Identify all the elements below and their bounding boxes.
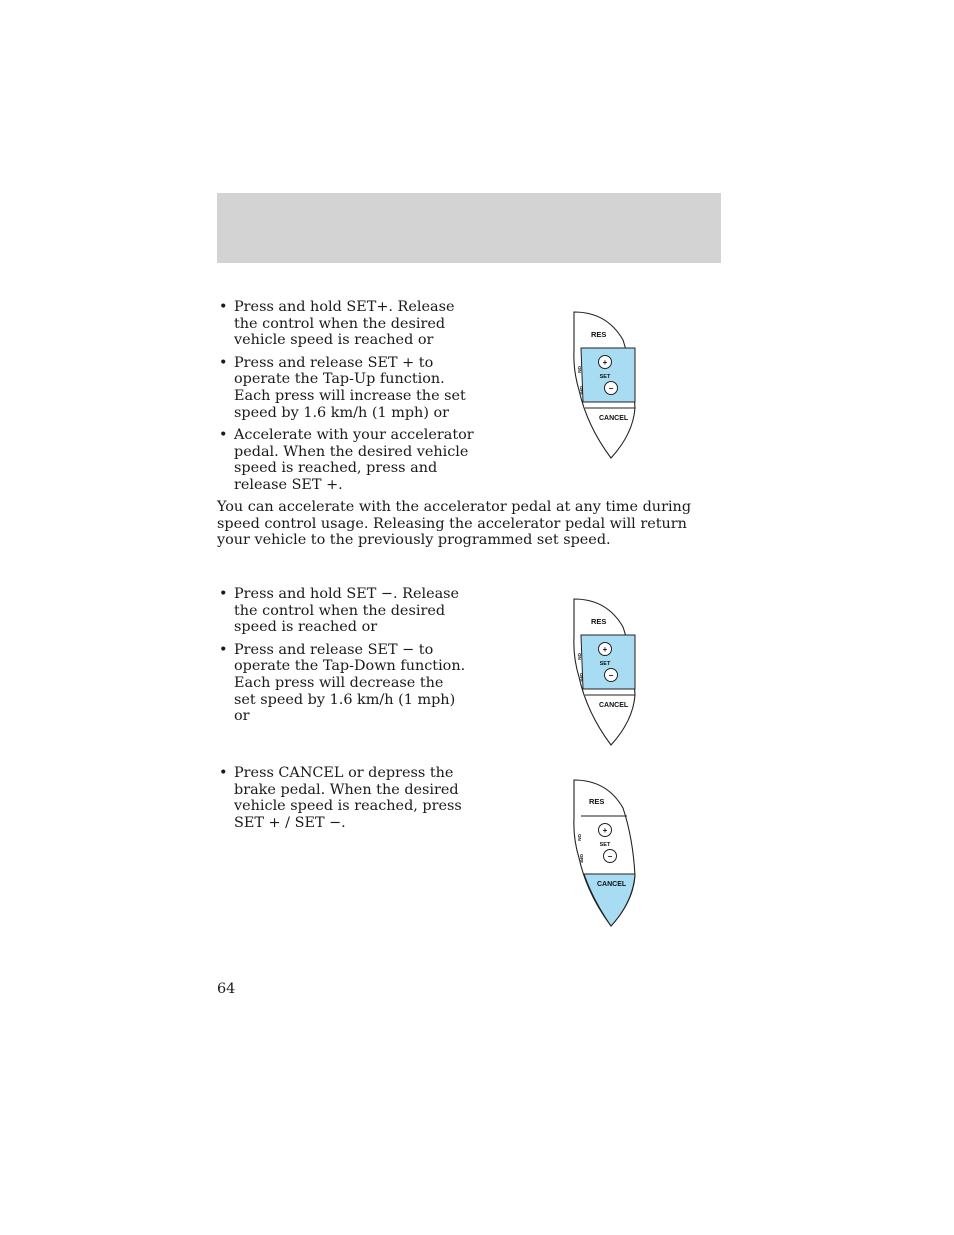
cancel-label: CANCEL — [597, 881, 627, 888]
res-label: RES — [591, 617, 607, 626]
minus-icon: − — [607, 852, 613, 861]
plus-icon: + — [602, 645, 608, 654]
off-label: OFF — [579, 386, 584, 395]
plus-icon: + — [602, 358, 608, 367]
speed-control-figure-set-highlight-2 — [565, 597, 645, 747]
on-label: ON — [577, 834, 582, 841]
on-label: ON — [577, 653, 582, 660]
section1-bullets — [217, 299, 477, 494]
plus-icon: + — [602, 826, 608, 835]
header-band — [217, 193, 721, 263]
off-label: OFF — [579, 854, 584, 863]
section2-text — [217, 586, 467, 731]
list-item: • Press and release SET + to operate the Tap-Up function. Each press will increase the set speed by 1.6 km/h (1 mph) or — [217, 355, 477, 421]
section2-bullets — [217, 586, 467, 725]
section1-text — [217, 299, 477, 500]
speed-control-figure-set-highlight — [565, 310, 645, 460]
list-item: • Press and hold SET+. Release the control when the desired vehicle speed is reached or — [217, 299, 477, 349]
speed-control-figure-cancel-highlight — [565, 778, 645, 928]
res-label: RES — [589, 797, 605, 806]
cancel-label: CANCEL — [599, 702, 629, 709]
accelerator-paragraph: You can accelerate with the accelerator pedal at any time during speed control usage. Releasing the accelerator pedal will return your vehicle to the previously programmed set speed. — [217, 499, 692, 549]
set-label: SET — [599, 374, 611, 380]
off-label: OFF — [579, 673, 584, 682]
list-item: • Accelerate with your accelerator pedal. When the desired vehicle speed is reached, press and release SET +. — [217, 427, 477, 493]
section3-bullets — [217, 765, 467, 831]
list-item: • Press and release SET − to operate the Tap-Down function. Each press will decrease the set speed by 1.6 km/h (1 mph) or — [217, 642, 467, 725]
set-label: SET — [599, 661, 611, 667]
on-label: ON — [577, 366, 582, 373]
set-label: SET — [599, 842, 611, 848]
cancel-label: CANCEL — [599, 415, 629, 422]
list-item: • Press CANCEL or depress the brake pedal. When the desired vehicle speed is reached, press SET + / SET −. — [217, 765, 467, 831]
minus-icon: − — [608, 384, 614, 393]
minus-icon: − — [608, 671, 614, 680]
res-label: RES — [591, 330, 607, 339]
list-item: • Press and hold SET −. Release the control when the desired speed is reached or — [217, 586, 467, 636]
page-number: 64 — [217, 981, 236, 997]
section3-text — [217, 765, 467, 837]
